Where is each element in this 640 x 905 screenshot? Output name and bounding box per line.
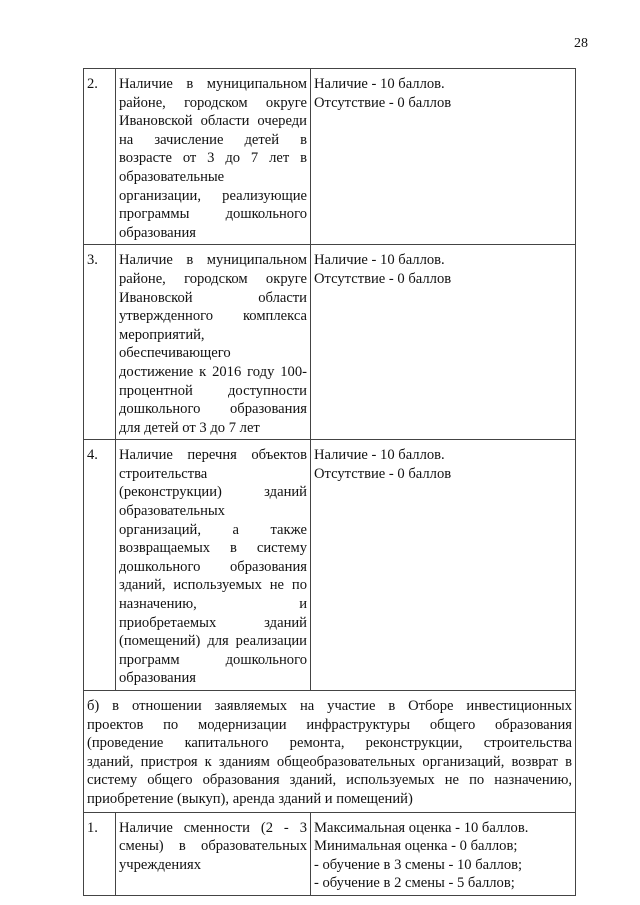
text-line: Ивановской области [119, 289, 307, 306]
text-line: Наличие перечня объектов [119, 447, 307, 464]
text-line: программы дошкольного [119, 206, 307, 223]
section-heading [84, 691, 576, 813]
score-line: Наличие - 10 баллов. [314, 447, 445, 464]
score-line: - обучение в 3 смены - 10 баллов; [314, 856, 523, 873]
criterion-scoring [311, 440, 576, 691]
score-line: Минимальная оценка - 0 баллов; [314, 838, 518, 855]
text-line: возрасте от 3 до 7 лет в [119, 150, 307, 167]
text-line: образования [119, 224, 196, 241]
text-line: возвращаемых в систему [119, 540, 307, 557]
page-number: 28 [574, 36, 588, 51]
text-line: проектов по модернизации инфраструктуры общего образования [87, 716, 572, 733]
text-line: зданий, пристроя к зданиям общеобразовательных организаций, возврат в [87, 753, 572, 770]
criterion-scoring [311, 69, 576, 245]
table-row [84, 440, 576, 691]
text-line: образовательные [119, 168, 225, 185]
text-line: (помещений) для реализации [119, 633, 307, 650]
text-line: организации, реализующие [119, 187, 307, 204]
section-heading-row [84, 691, 576, 813]
score-line: - обучение в 2 смены - 5 баллов; [314, 875, 515, 892]
text-line: образования [119, 670, 196, 687]
text-line: районе, городском округе [119, 270, 307, 287]
text-line: учреждениях [119, 856, 202, 873]
criterion-description [116, 69, 311, 245]
text-line: Наличие сменности (2 - 3 [119, 819, 307, 836]
text-line: программ дошкольного [119, 651, 307, 668]
text-line: районе, городском округе [119, 94, 307, 111]
text-line: организаций, а также [119, 521, 307, 538]
text-line: смены) в образовательных [119, 838, 307, 855]
text-line: (проведение капитального ремонта, реконструкции, строительства [87, 735, 572, 752]
criteria-table [83, 68, 571, 896]
score-line: Наличие - 10 баллов. [314, 76, 445, 92]
score-line: Максимальная оценка - 10 баллов. [314, 819, 529, 836]
text-line: обеспечивающего [119, 345, 231, 362]
text-line: образовательных [119, 503, 225, 520]
text-line: мероприятий, [119, 326, 205, 343]
criterion-description [116, 440, 311, 691]
text-line: дошкольного образования [119, 401, 307, 418]
table-row [84, 812, 576, 895]
text-line: утвержденного комплекса [119, 308, 307, 325]
table-row [84, 245, 576, 440]
score-line: Отсутствие - 0 баллов [314, 94, 452, 111]
text-line: Ивановской области очереди [119, 113, 307, 130]
row-number: 4. [84, 440, 116, 691]
text-line: Наличие в муниципальном [119, 252, 307, 269]
text-line: процентной доступности [119, 382, 307, 399]
score-line: Отсутствие - 0 баллов [314, 270, 452, 287]
text-line: дошкольного образования [119, 558, 307, 575]
criterion-scoring [311, 245, 576, 440]
table-row [84, 69, 576, 245]
criterion-scoring [311, 812, 576, 895]
text-line: строительства [119, 465, 208, 482]
row-number: 2. [84, 69, 116, 245]
score-line: Наличие - 10 баллов. [314, 252, 445, 269]
text-line: приобретаемых зданий [119, 614, 307, 631]
score-line: Отсутствие - 0 баллов [314, 465, 452, 482]
text-line: (реконструкции) зданий [119, 484, 307, 501]
text-line: б) в отношении заявляемых на участие в Отборе инвестиционных [87, 698, 572, 714]
text-line: для детей от 3 до 7 лет [119, 419, 260, 436]
criterion-description [116, 245, 311, 440]
text-line: зданий, используемых не по [119, 577, 307, 594]
row-number: 3. [84, 245, 116, 440]
text-line: достижение к 2016 году 100- [119, 363, 307, 380]
row-number: 1. [84, 812, 116, 895]
text-line: Наличие в муниципальном [119, 76, 307, 92]
text-line: на зачисление детей в [119, 131, 307, 148]
criterion-description [116, 812, 311, 895]
text-line: систему общего образования зданий, используемых не по назначению, [87, 772, 572, 789]
text-line: приобретение (выкуп), аренда зданий и помещений) [87, 790, 413, 807]
text-line: назначению, и [119, 596, 307, 613]
